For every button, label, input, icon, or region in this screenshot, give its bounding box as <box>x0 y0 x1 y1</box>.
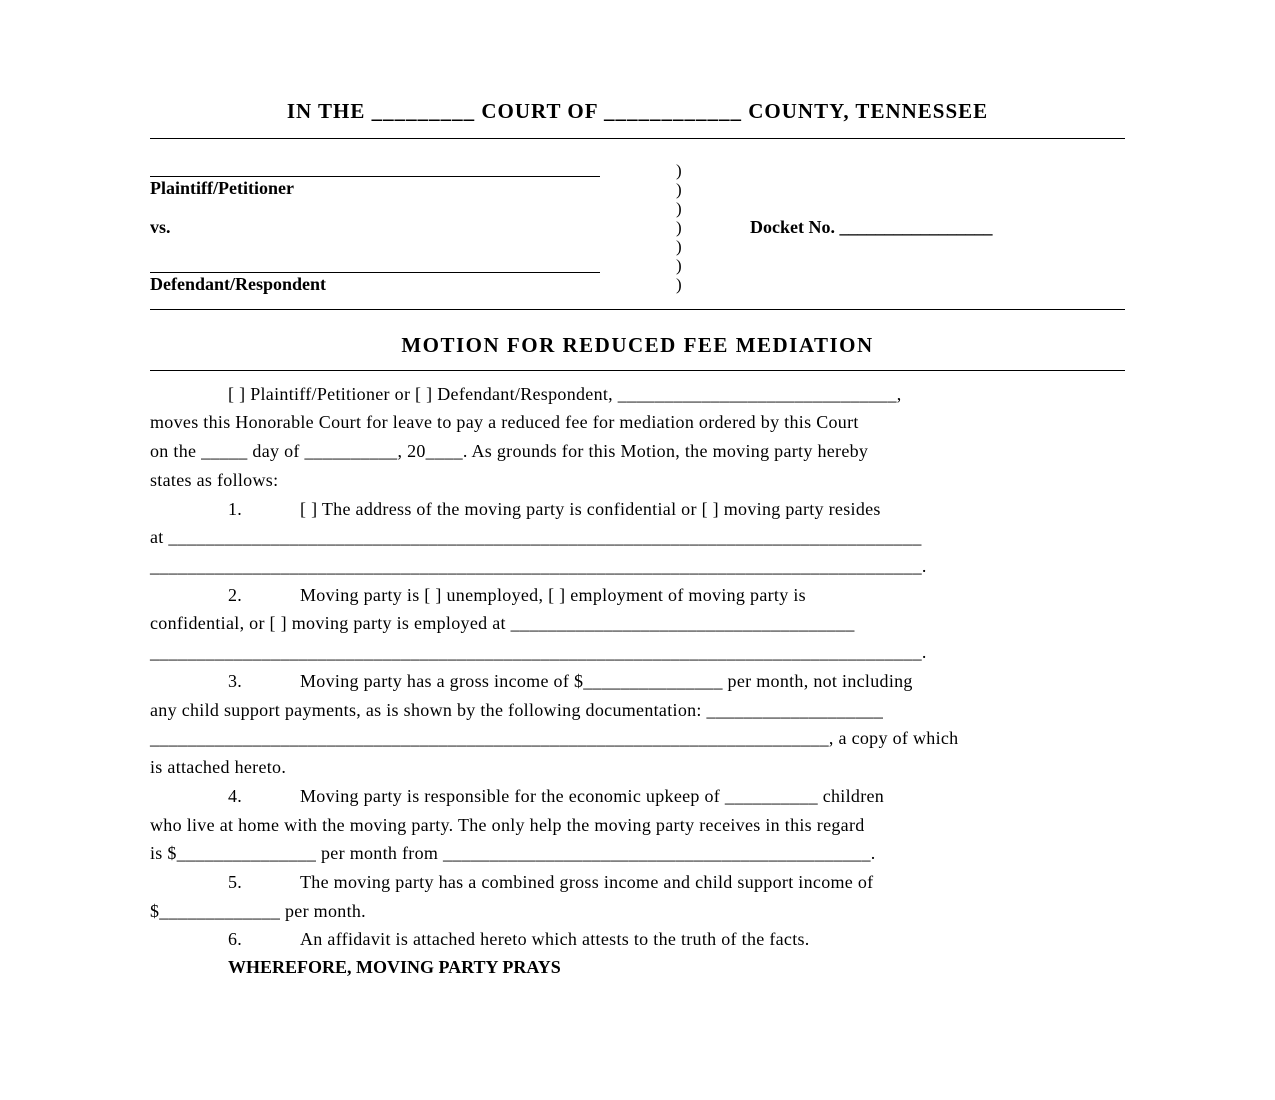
item-line: Moving party is [ ] unemployed, [ ] employment of moving party is <box>300 585 806 605</box>
document-title: MOTION FOR REDUCED FEE MEDIATION <box>401 333 874 357</box>
item-line: [ ] The address of the moving party is confidential or [ ] moving party resides <box>300 499 881 519</box>
intro-line: states as follows: <box>150 470 279 490</box>
item-line: Moving party has a gross income of $_______________ per month, not including <box>300 671 913 691</box>
caption-paren: ) <box>676 218 682 237</box>
item-line: An affidavit is attached hereto which attests to the truth of the facts. <box>300 929 810 949</box>
item-line: $_____________ per month. <box>150 901 366 921</box>
item-number: 6. <box>228 929 243 949</box>
wherefore-heading: WHEREFORE, MOVING PARTY PRAYS <box>228 957 561 977</box>
item-line: any child support payments, as is shown by the following documentation: ___________________ <box>150 700 884 720</box>
plaintiff-label: Plaintiff/Petitioner <box>150 178 294 198</box>
caption-paren: ) <box>676 180 682 199</box>
item-line: who live at home with the moving party. The only help the moving party receives in this regard <box>150 815 865 835</box>
caption-paren: ) <box>676 256 682 275</box>
item-line: ___________________________________________________________________________________. <box>150 556 927 576</box>
caption-paren: ) <box>676 237 682 256</box>
intro-line: moves this Honorable Court for leave to pay a reduced fee for mediation ordered by this Court <box>150 412 859 432</box>
docket-number-field: Docket No. _________________ <box>750 217 993 237</box>
defendant-label: Defendant/Respondent <box>150 274 327 294</box>
divider <box>150 309 1125 310</box>
item-line: _________________________________________________________________________, a copy of which <box>150 728 959 748</box>
vs-label: vs. <box>150 217 171 237</box>
item-number: 5. <box>228 872 243 892</box>
caption-paren: ) <box>676 199 682 218</box>
intro-line: [ ] Plaintiff/Petitioner or [ ] Defendant/Respondent, ______________________________, <box>228 384 902 404</box>
caption-paren: ) <box>676 275 682 294</box>
item-line: is $_______________ per month from ______________________________________________. <box>150 843 876 863</box>
divider <box>150 370 1125 371</box>
court-heading: IN THE _________ COURT OF ____________ COUNTY, TENNESSEE <box>286 99 989 123</box>
item-line: ___________________________________________________________________________________. <box>150 642 927 662</box>
intro-line: on the _____ day of __________, 20____. As grounds for this Motion, the moving party hereby <box>150 441 869 461</box>
item-number: 3. <box>228 671 243 691</box>
caption-paren: ) <box>676 161 682 180</box>
item-line: Moving party is responsible for the economic upkeep of __________ children <box>300 786 885 806</box>
item-line: is attached hereto. <box>150 757 287 777</box>
item-number: 2. <box>228 585 243 605</box>
divider <box>150 138 1125 139</box>
item-number: 1. <box>228 499 243 519</box>
item-line: confidential, or [ ] moving party is employed at _____________________________________ <box>150 613 855 633</box>
item-number: 4. <box>228 786 243 806</box>
item-line: The moving party has a combined gross income and child support income of <box>300 872 874 892</box>
plaintiff-signature-line <box>150 176 600 177</box>
item-line: at _________________________________________________________________________________ <box>150 527 922 547</box>
defendant-signature-line <box>150 272 600 273</box>
